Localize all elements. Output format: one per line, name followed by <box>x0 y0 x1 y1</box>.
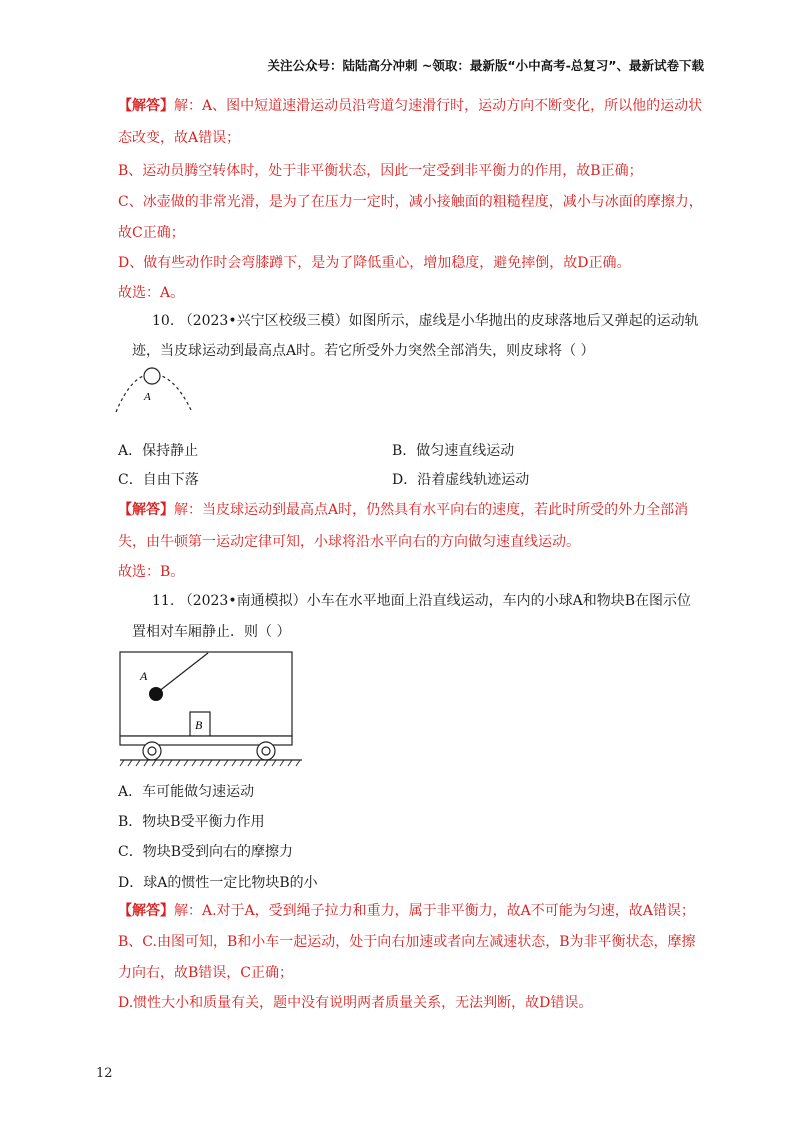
q9-answer-line-5: 故C正确； <box>118 225 185 241</box>
q9-answer-line-3: B、运动员腾空转体时，处于非平衡状态，因此一定受到非平衡力的作用，故B正确； <box>118 163 643 179</box>
q10-answer-line-2: 失，由牛顿第一运动定律可知，小球将沿水平向右的方向做匀速直线运动。 <box>118 534 580 550</box>
q11-answer-line-2: B、C.由图可知，B和小车一起运动，处于向右加速或者向左减速状态，B为非平衡状态，摩擦 <box>118 934 696 950</box>
q11-stem-line-2: 置相对车厢静止．则（ ） <box>132 624 291 640</box>
q10-option-a: A．保持静止 <box>118 443 199 459</box>
q10-figure-label: A <box>144 391 151 403</box>
q10-option-c: C．自由下落 <box>118 472 199 488</box>
q11-answer-line-3: 力向右，故B错误，C正确； <box>118 965 293 981</box>
q10-trajectory-figure <box>112 366 212 416</box>
q10-stem-line-2: 迹，当皮球运动到最高点A时。若它所受外力突然全部消失，则皮球将（ ） <box>132 343 595 359</box>
q9-answer-line-4: C、冰壶做的非常光滑，是为了在压力一定时，减小接触面的粗糙程度，减小与冰面的摩擦力， <box>118 194 703 210</box>
q10-stem-line-1: 10. （2023•兴宁区校级三模）如图所示，虚线是小华抛出的皮球落地后又弹起的运动轨 <box>152 313 699 329</box>
q10-answer-line-1: 【解答】解：当皮球运动到最高点A时，仍然具有水平向右的速度，若此时所受的外力全部消 <box>118 502 689 518</box>
q10-option-b: B．做匀速直线运动 <box>392 443 515 459</box>
q11-cart-figure <box>116 650 306 772</box>
q11-option-d: D．球A的惯性一定比物块B的小 <box>118 875 318 891</box>
q9-answer-line-2: 态改变，故A错误； <box>118 130 241 146</box>
page-number: 12 <box>96 1066 113 1081</box>
q11-option-a: A．车可能做匀速运动 <box>118 784 255 800</box>
q9-answer-line-6: D、做有些动作时会弯膝蹲下，是为了降低重心，增加稳度，避免摔倒，故D正确。 <box>118 255 631 271</box>
q11-answer-line-1: 【解答】解：A.对于A，受到绳子拉力和重力，属于非平衡力，故A不可能为匀速，故A错误； <box>118 903 695 919</box>
q9-choice: 故选：A。 <box>118 285 185 301</box>
answer-tag: 【解答】 <box>118 903 174 919</box>
q11-stem-line-1: 11. （2023•南通模拟）小车在水平地面上沿直线运动，车内的小球A和物块B在图示位 <box>152 593 691 609</box>
q10-choice: 故选：B。 <box>118 564 185 580</box>
q9-answer-line-1: 【解答】解：A、图中短道速滑运动员沿弯道匀速滑行时，运动方向不断变化，所以他的运动状 <box>118 98 703 114</box>
answer-tag: 【解答】 <box>118 98 174 114</box>
q10-option-d: D．沿着虚线轨迹运动 <box>392 472 530 488</box>
q11-option-b: B．物块B受平衡力作用 <box>118 814 265 830</box>
q11-figure-label-a: A <box>140 669 148 683</box>
answer-tag: 【解答】 <box>118 502 174 518</box>
q11-figure-label-b: B <box>195 718 203 732</box>
q11-option-c: C．物块B受到向右的摩擦力 <box>118 844 293 860</box>
q11-answer-line-4: D.惯性大小和质量有关，题中没有说明两者质量关系，无法判断，故D错误。 <box>118 995 593 1011</box>
page-header: 关注公众号：陆陆高分冲刺 ~领取：最新版“小中高考-总复习”、最新试卷下载 <box>267 58 704 73</box>
